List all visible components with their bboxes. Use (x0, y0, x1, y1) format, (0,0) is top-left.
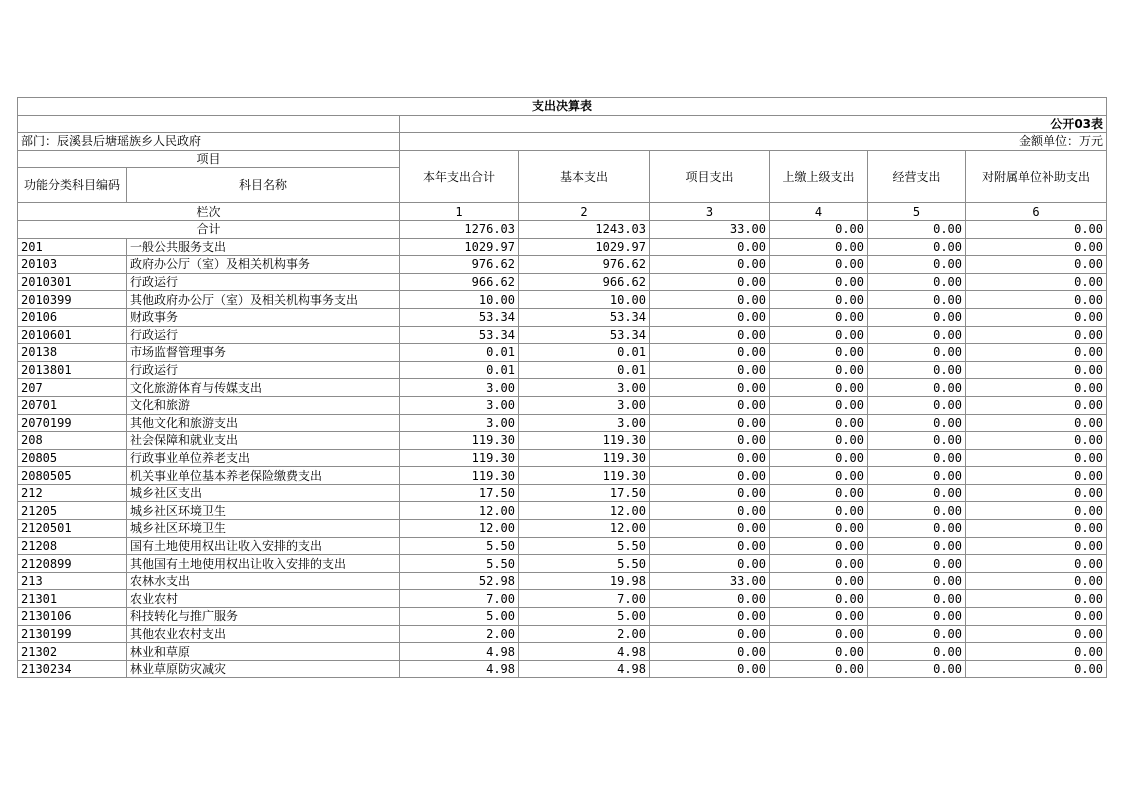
row-value: 0.00 (868, 502, 966, 520)
row-name: 文化旅游体育与传媒支出 (127, 379, 400, 397)
row-value: 0.00 (966, 520, 1107, 538)
row-value: 0.00 (650, 238, 770, 256)
row-value: 0.00 (650, 484, 770, 502)
row-value: 0.00 (650, 660, 770, 678)
row-value: 0.00 (770, 555, 868, 573)
row-value: 5.50 (519, 555, 650, 573)
row-value: 0.00 (650, 502, 770, 520)
table-row (18, 660, 1107, 678)
row-value: 0.00 (650, 520, 770, 538)
row-name: 社会保障和就业支出 (127, 432, 400, 450)
row-name: 农林水支出 (127, 572, 400, 590)
blank-cell (18, 115, 400, 133)
row-code: 2013801 (18, 361, 127, 379)
row-value: 0.00 (966, 396, 1107, 414)
row-value: 119.30 (400, 449, 519, 467)
row-value: 0.00 (770, 484, 868, 502)
row-value: 0.00 (966, 555, 1107, 573)
row-value: 119.30 (519, 432, 650, 450)
row-name: 城乡社区环境卫生 (127, 520, 400, 538)
table-row (18, 379, 1107, 397)
row-value: 0.00 (966, 537, 1107, 555)
table-row (18, 643, 1107, 661)
row-value: 0.00 (650, 625, 770, 643)
header-item: 项目 (18, 150, 400, 168)
row-value: 53.34 (519, 308, 650, 326)
table-row (18, 291, 1107, 309)
row-value: 0.00 (650, 432, 770, 450)
row-value: 12.00 (400, 520, 519, 538)
row-value: 0.00 (770, 432, 868, 450)
row-value: 0.00 (966, 414, 1107, 432)
col-num: 3 (650, 203, 770, 221)
row-value: 0.00 (770, 625, 868, 643)
row-name: 行政运行 (127, 326, 400, 344)
row-value: 3.00 (519, 414, 650, 432)
row-name: 市场监督管理事务 (127, 344, 400, 362)
row-value: 1029.97 (519, 238, 650, 256)
row-value: 52.98 (400, 572, 519, 590)
row-value: 966.62 (400, 273, 519, 291)
row-value: 0.00 (650, 555, 770, 573)
row-value: 7.00 (400, 590, 519, 608)
row-code: 2130106 (18, 608, 127, 626)
table-row (18, 396, 1107, 414)
row-value: 0.00 (770, 379, 868, 397)
row-name: 其他农业农村支出 (127, 625, 400, 643)
row-value: 0.00 (966, 643, 1107, 661)
row-value: 0.00 (868, 467, 966, 485)
row-code: 2130199 (18, 625, 127, 643)
row-value: 5.00 (400, 608, 519, 626)
row-value: 0.00 (650, 308, 770, 326)
table-row (18, 238, 1107, 256)
row-value: 53.34 (400, 308, 519, 326)
row-code: 2120899 (18, 555, 127, 573)
row-value: 0.00 (770, 326, 868, 344)
row-name: 农业农村 (127, 590, 400, 608)
row-value: 0.00 (868, 660, 966, 678)
row-value: 0.00 (650, 273, 770, 291)
row-name: 财政事务 (127, 308, 400, 326)
row-value: 53.34 (400, 326, 519, 344)
sum-value: 0.00 (868, 220, 966, 238)
row-name: 林业和草原 (127, 643, 400, 661)
table-row (18, 326, 1107, 344)
row-value: 0.00 (650, 608, 770, 626)
row-value: 0.00 (966, 273, 1107, 291)
row-value: 119.30 (519, 449, 650, 467)
row-value: 0.00 (868, 555, 966, 573)
row-code: 20106 (18, 308, 127, 326)
header-business: 经营支出 (868, 150, 966, 203)
row-value: 0.00 (770, 467, 868, 485)
row-code: 20805 (18, 449, 127, 467)
table-row (18, 361, 1107, 379)
table-row (18, 467, 1107, 485)
row-name: 其他政府办公厅（室）及相关机构事务支出 (127, 291, 400, 309)
row-code: 2120501 (18, 520, 127, 538)
table-row (18, 625, 1107, 643)
row-code: 2010399 (18, 291, 127, 309)
row-value: 0.00 (770, 590, 868, 608)
row-value: 0.00 (868, 608, 966, 626)
table-row (18, 449, 1107, 467)
row-value: 0.00 (650, 379, 770, 397)
header-project: 项目支出 (650, 150, 770, 203)
row-value: 0.00 (966, 625, 1107, 643)
row-value: 3.00 (400, 396, 519, 414)
row-value: 976.62 (519, 256, 650, 274)
row-code: 208 (18, 432, 127, 450)
row-value: 5.50 (519, 537, 650, 555)
col-num: 2 (519, 203, 650, 221)
row-value: 0.00 (650, 256, 770, 274)
row-value: 0.00 (868, 432, 966, 450)
row-value: 0.00 (868, 449, 966, 467)
row-value: 0.00 (770, 414, 868, 432)
row-value: 10.00 (519, 291, 650, 309)
row-value: 0.00 (770, 537, 868, 555)
row-name: 政府办公厅（室）及相关机构事务 (127, 256, 400, 274)
row-value: 0.00 (650, 643, 770, 661)
table-title: 支出决算表 (18, 98, 1107, 116)
sum-value: 0.00 (770, 220, 868, 238)
row-name: 文化和旅游 (127, 396, 400, 414)
row-code: 21208 (18, 537, 127, 555)
row-value: 0.00 (868, 590, 966, 608)
row-value: 0.00 (650, 449, 770, 467)
row-value: 10.00 (400, 291, 519, 309)
table-row (18, 555, 1107, 573)
row-value: 0.00 (770, 660, 868, 678)
row-value: 0.00 (966, 608, 1107, 626)
row-value: 0.00 (868, 256, 966, 274)
row-value: 0.00 (650, 326, 770, 344)
row-value: 0.00 (868, 572, 966, 590)
row-value: 19.98 (519, 572, 650, 590)
row-value: 0.00 (770, 308, 868, 326)
header-basic: 基本支出 (519, 150, 650, 203)
row-value: 3.00 (519, 396, 650, 414)
row-code: 212 (18, 484, 127, 502)
header-total: 本年支出合计 (400, 150, 519, 203)
unit-label: 金额单位：万元 (400, 133, 1107, 151)
header-code: 功能分类科目编码 (18, 168, 127, 203)
row-name: 行政运行 (127, 273, 400, 291)
row-value: 33.00 (650, 572, 770, 590)
col-num: 4 (770, 203, 868, 221)
row-value: 0.00 (868, 291, 966, 309)
row-value: 2.00 (400, 625, 519, 643)
row-value: 0.00 (868, 520, 966, 538)
row-name: 城乡社区环境卫生 (127, 502, 400, 520)
row-value: 0.00 (868, 643, 966, 661)
row-name: 其他国有土地使用权出让收入安排的支出 (127, 555, 400, 573)
table-row (18, 432, 1107, 450)
row-value: 119.30 (400, 467, 519, 485)
row-value: 0.00 (770, 502, 868, 520)
table-row (18, 537, 1107, 555)
row-value: 0.01 (400, 344, 519, 362)
table-row (18, 308, 1107, 326)
row-value: 0.00 (770, 520, 868, 538)
row-value: 7.00 (519, 590, 650, 608)
row-value: 0.00 (770, 344, 868, 362)
row-name: 行政运行 (127, 361, 400, 379)
row-value: 0.00 (966, 326, 1107, 344)
row-value: 0.00 (650, 590, 770, 608)
row-value: 12.00 (400, 502, 519, 520)
row-value: 17.50 (519, 484, 650, 502)
row-value: 5.50 (400, 537, 519, 555)
row-code: 20701 (18, 396, 127, 414)
row-value: 0.01 (519, 344, 650, 362)
row-value: 0.00 (966, 432, 1107, 450)
row-value: 4.98 (519, 643, 650, 661)
row-value: 0.00 (650, 396, 770, 414)
row-value: 2.00 (519, 625, 650, 643)
row-value: 0.00 (868, 344, 966, 362)
table-row (18, 414, 1107, 432)
row-code: 2010301 (18, 273, 127, 291)
row-value: 0.00 (868, 379, 966, 397)
row-code: 21302 (18, 643, 127, 661)
row-value: 0.00 (770, 643, 868, 661)
row-code: 2070199 (18, 414, 127, 432)
row-value: 0.00 (966, 590, 1107, 608)
row-value: 0.00 (966, 379, 1107, 397)
table-row (18, 502, 1107, 520)
sum-value: 1243.03 (519, 220, 650, 238)
sum-label: 合计 (18, 220, 400, 238)
row-value: 17.50 (400, 484, 519, 502)
department-label: 部门：辰溪县后塘瑶族乡人民政府 (18, 133, 400, 151)
col-num: 1 (400, 203, 519, 221)
table-row (18, 572, 1107, 590)
row-value: 0.00 (966, 572, 1107, 590)
row-value: 0.00 (868, 326, 966, 344)
row-value: 0.00 (868, 414, 966, 432)
row-value: 53.34 (519, 326, 650, 344)
row-value: 0.00 (650, 344, 770, 362)
table-row (18, 590, 1107, 608)
row-value: 0.00 (770, 273, 868, 291)
row-value: 0.00 (770, 238, 868, 256)
row-value: 0.01 (519, 361, 650, 379)
row-value: 0.00 (966, 502, 1107, 520)
table-row (18, 273, 1107, 291)
row-value: 0.00 (966, 256, 1107, 274)
row-value: 0.00 (966, 291, 1107, 309)
row-name: 行政事业单位养老支出 (127, 449, 400, 467)
row-value: 4.98 (400, 643, 519, 661)
row-value: 0.00 (770, 256, 868, 274)
row-value: 0.00 (868, 537, 966, 555)
row-code: 213 (18, 572, 127, 590)
expenditure-table (17, 97, 1107, 678)
row-name: 机关事业单位基本养老保险缴费支出 (127, 467, 400, 485)
table-row (18, 520, 1107, 538)
header-name: 科目名称 (127, 168, 400, 203)
row-value: 0.00 (868, 361, 966, 379)
row-value: 3.00 (519, 379, 650, 397)
row-value: 0.00 (770, 449, 868, 467)
row-value: 5.00 (519, 608, 650, 626)
row-code: 2010601 (18, 326, 127, 344)
row-value: 0.00 (868, 273, 966, 291)
row-value: 3.00 (400, 414, 519, 432)
row-code: 21301 (18, 590, 127, 608)
row-value: 119.30 (519, 467, 650, 485)
row-value: 12.00 (519, 502, 650, 520)
row-value: 12.00 (519, 520, 650, 538)
col-num: 5 (868, 203, 966, 221)
row-name: 城乡社区支出 (127, 484, 400, 502)
row-value: 0.00 (966, 484, 1107, 502)
row-code: 20138 (18, 344, 127, 362)
row-value: 1029.97 (400, 238, 519, 256)
table-code: 公开03表 (400, 115, 1107, 133)
row-code: 207 (18, 379, 127, 397)
row-value: 0.00 (650, 467, 770, 485)
table-row (18, 344, 1107, 362)
row-value: 0.00 (966, 238, 1107, 256)
row-value: 0.00 (966, 467, 1107, 485)
row-code: 21205 (18, 502, 127, 520)
header-upper: 上缴上级支出 (770, 150, 868, 203)
row-value: 0.00 (868, 396, 966, 414)
header-subsidy: 对附属单位补助支出 (966, 150, 1107, 203)
row-value: 4.98 (519, 660, 650, 678)
row-value: 0.00 (650, 414, 770, 432)
sum-value: 33.00 (650, 220, 770, 238)
sum-value: 1276.03 (400, 220, 519, 238)
row-value: 3.00 (400, 379, 519, 397)
row-value: 0.00 (868, 308, 966, 326)
row-value: 966.62 (519, 273, 650, 291)
row-value: 0.00 (868, 238, 966, 256)
row-value: 119.30 (400, 432, 519, 450)
row-value: 0.00 (966, 308, 1107, 326)
row-value: 0.00 (966, 344, 1107, 362)
row-value: 0.00 (868, 625, 966, 643)
row-code: 2080505 (18, 467, 127, 485)
row-name: 国有土地使用权出让收入安排的支出 (127, 537, 400, 555)
row-value: 0.00 (770, 396, 868, 414)
column-label: 栏次 (18, 203, 400, 221)
row-name: 一般公共服务支出 (127, 238, 400, 256)
row-value: 0.00 (770, 291, 868, 309)
row-value: 0.00 (650, 361, 770, 379)
row-value: 0.00 (650, 291, 770, 309)
row-code: 201 (18, 238, 127, 256)
row-name: 科技转化与推广服务 (127, 608, 400, 626)
row-value: 0.00 (966, 449, 1107, 467)
row-value: 0.00 (770, 361, 868, 379)
sum-value: 0.00 (966, 220, 1107, 238)
row-code: 20103 (18, 256, 127, 274)
row-value: 0.00 (770, 608, 868, 626)
table-row (18, 484, 1107, 502)
row-value: 0.01 (400, 361, 519, 379)
col-num: 6 (966, 203, 1107, 221)
row-value: 5.50 (400, 555, 519, 573)
row-value: 0.00 (770, 572, 868, 590)
row-value: 4.98 (400, 660, 519, 678)
row-value: 0.00 (868, 484, 966, 502)
table-row (18, 608, 1107, 626)
row-name: 其他文化和旅游支出 (127, 414, 400, 432)
row-value: 0.00 (966, 660, 1107, 678)
row-value: 0.00 (650, 537, 770, 555)
row-value: 976.62 (400, 256, 519, 274)
table-row (18, 256, 1107, 274)
row-code: 2130234 (18, 660, 127, 678)
row-value: 0.00 (966, 361, 1107, 379)
row-name: 林业草原防灾减灾 (127, 660, 400, 678)
